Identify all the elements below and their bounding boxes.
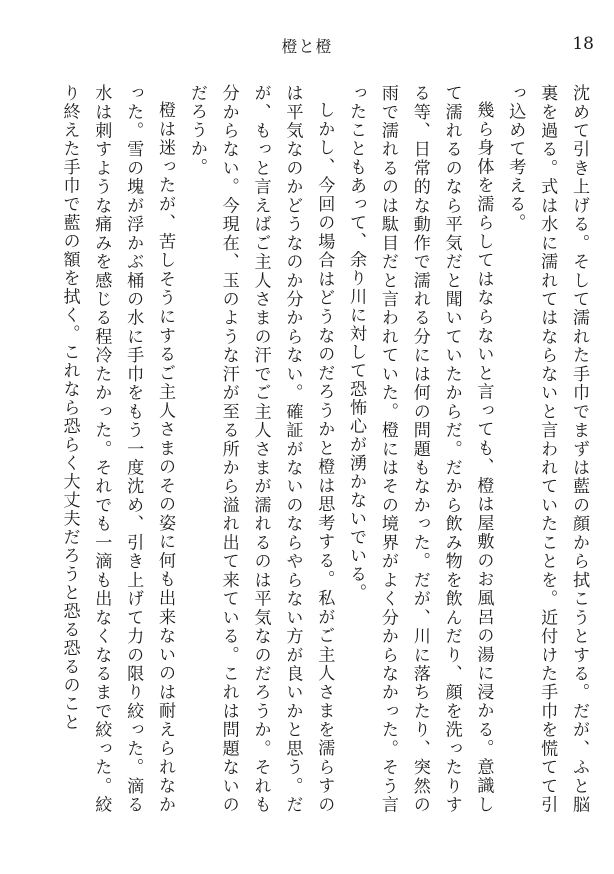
body-text [20,84,594,814]
running-title: 橙と橙 [281,37,333,56]
paragraph: しかし、今回の場合はどうなのだろうかと橙は思考する。私がご主人さまを濡らすのは平気なのかどうなのか分からない。確証がないのならやらない方が良いかと思う。だが、もっと言えばご主人さまの汗でご主人さまが濡れるのは平気なのだろうか。それも分からない。今現在、玉のような汗が至る所から溢れ出て来ている。これは問題ないのだろうか。 [186,84,335,814]
paragraph: 沈めて引き上げる。そして濡れた手巾でまずは藍の顔から拭こうとする。だが、ふと脳裏を過る。式は水に濡れてはならないと言われていたことを。近付けた手巾を慌てて引っ込めて考える。 [505,84,589,814]
paragraph: 橙は迷ったが、苦しそうにするご主人さまのその姿に何も出来ないのは耐えられなかった。雪の塊が浮かぶ桶の水に手巾をもう一度沈め、引き上げて力の限り絞った。滴る水は刺すような痛みを感じる程冷たかった。それでも一滴も出なくなるまで絞った。絞り終えた手巾で藍の額を拭く。これなら恐らく大丈夫だろうと恐る恐るのこと [59,84,176,814]
page-number: 18 [572,34,594,54]
paragraph: 幾ら身体を濡らしてはならないと言っても、橙は屋敷のお風呂の湯に浸かる。意識して濡れるのなら平気だと聞いていたからだ。だから飲み物を飲んだり、顔を洗ったりする等、日常的な動作で濡れる分には何の問題もなかった。だが、川に落ちたり、突然の雨で濡れるのは駄目だと言われていた。橙にはその境界がよく分からなかった。そう言ったこともあって、余り川に対して恐怖心が湧かないでいる。 [346,84,494,814]
